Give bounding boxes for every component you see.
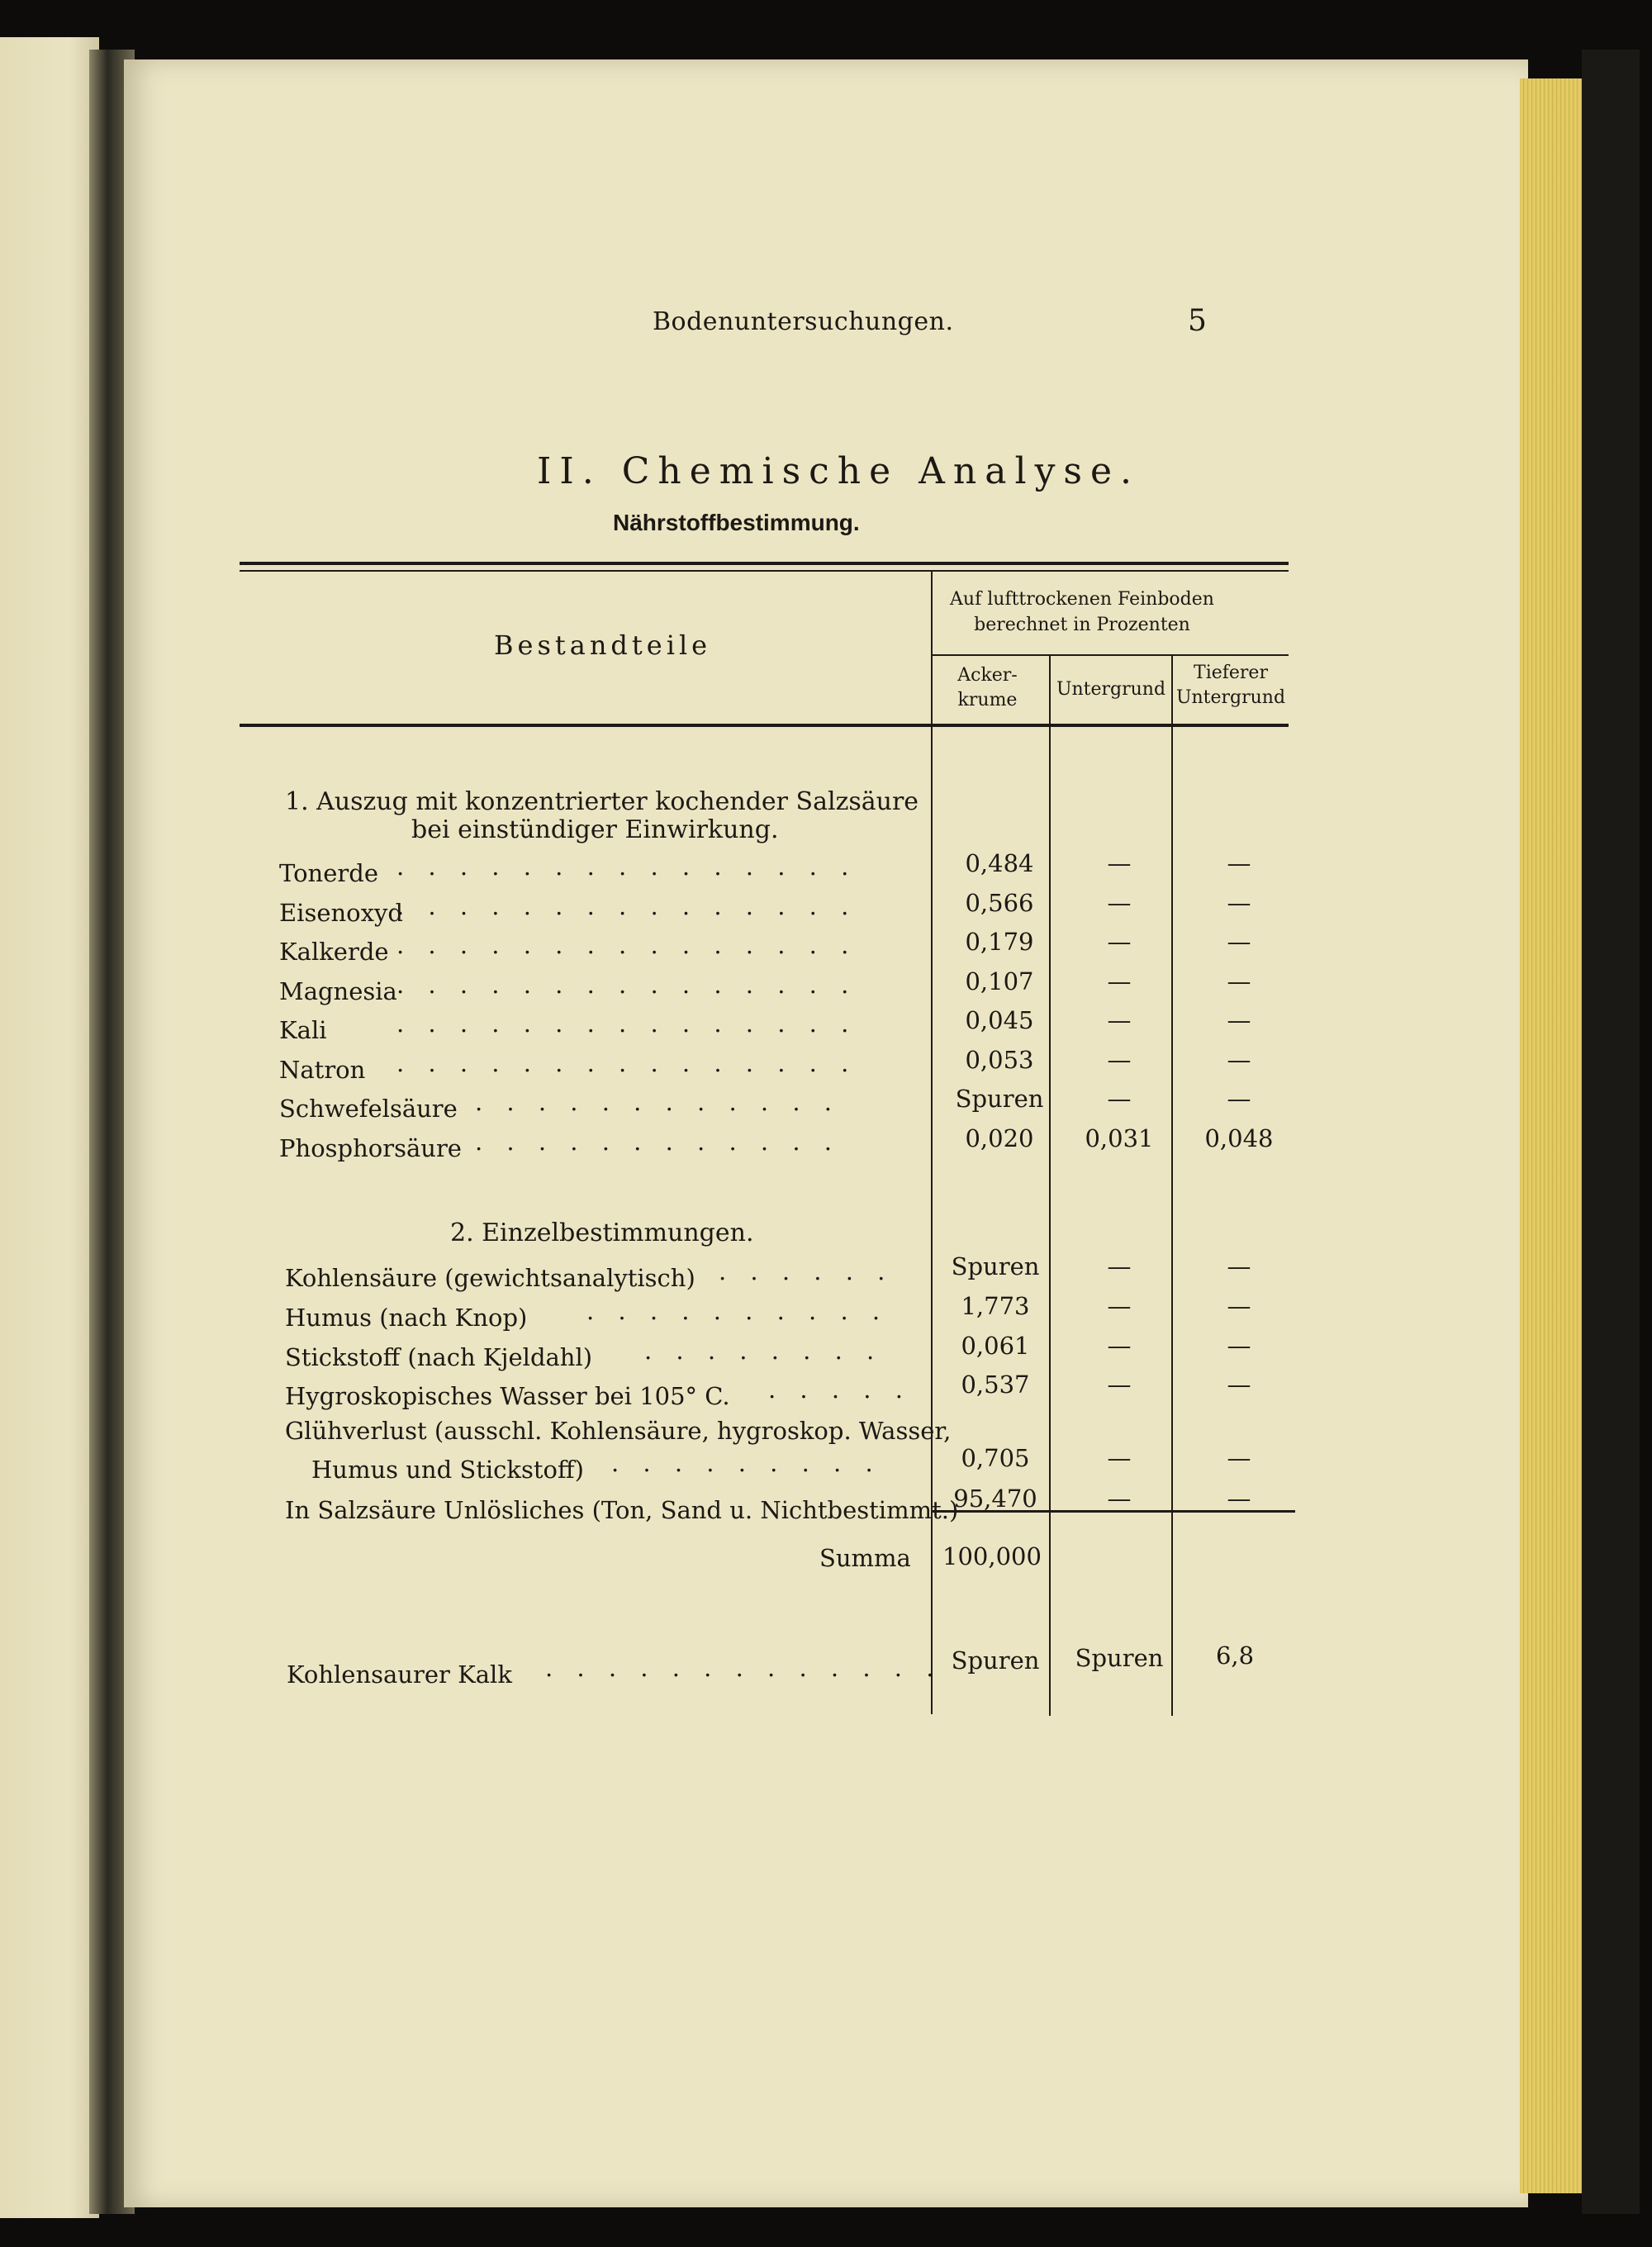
header-ackerkrume: Acker-krume (957, 665, 1018, 710)
kalk-leader-dots: . . . . . . . . . . . . . (545, 1654, 942, 1682)
table-row-value-ackerkrume: 0,020 (965, 1124, 1034, 1152)
kalk-value-untergrund: Spuren (1075, 1644, 1164, 1672)
leader-dots: . . . . . . . . . . . . (475, 1128, 841, 1156)
table-row-value-tieferer: — (1227, 1292, 1251, 1320)
table-row-name: Tonerde (279, 859, 378, 887)
table-top-rule-thin (240, 570, 1289, 572)
table-row-value-untergrund: — (1107, 1006, 1132, 1034)
table-row-name: Kali (279, 1016, 327, 1044)
kalk-value-tieferer: 6,8 (1215, 1641, 1255, 1670)
summa-value: 100,000 (942, 1542, 1042, 1570)
table-row-value-tieferer: — (1227, 967, 1251, 995)
kalk-name: Kohlensaurer Kalk (287, 1660, 512, 1689)
leader-dots: . . . . . . . . . . (586, 1297, 889, 1325)
section1-title-line2: bei einstündiger Einwirkung. (411, 815, 779, 844)
leader-dots: . . . . . . . . . . . . . . . (396, 892, 857, 920)
leader-dots: . . . . . . . . . (611, 1449, 881, 1477)
header-bottom-rule (240, 724, 1289, 727)
col-divider-3 (1171, 654, 1173, 1716)
left-page-edge (0, 37, 99, 2218)
table-row-value-untergrund: — (1107, 889, 1132, 917)
header-untergrund: Untergrund (1056, 679, 1166, 700)
table-row-value-ackerkrume: 0,537 (961, 1371, 1030, 1399)
table-row-name: In Salzsäure Unlösliches (Ton, Sand u. Nichtbestimmt.) (285, 1496, 959, 1524)
table-row-value-ackerkrume: 0,053 (965, 1046, 1034, 1074)
table-row-name: Humus (nach Knop) (285, 1304, 528, 1332)
leader-dots: . . . . . . . . . . . . . . . (396, 853, 857, 881)
kalk-value-ackerkrume: Spuren (951, 1646, 1040, 1675)
header-tieferer-untergrund: Tieferer Untergrund (1175, 663, 1286, 708)
table-row-name: Magnesia (279, 977, 397, 1005)
table-row-value-tieferer: — (1227, 1371, 1251, 1399)
section2-title: 2. Einzelbestimmungen. (450, 1219, 754, 1247)
table-row-value-tieferer: — (1227, 1046, 1251, 1074)
table-row-name: Phosphorsäure (279, 1134, 462, 1162)
table-row-value-ackerkrume: 0,179 (965, 928, 1034, 956)
leader-dots: . . . . . . . . . . . . . . . (396, 1009, 857, 1038)
table-row-value-tieferer: — (1227, 1252, 1251, 1280)
leader-dots: . . . . . . (719, 1257, 894, 1285)
table-row-value-ackerkrume: Spuren (951, 1252, 1040, 1280)
table-row-name: Kohlensäure (gewichtsanalytisch) (285, 1264, 695, 1292)
table-row-value-untergrund: — (1107, 1046, 1132, 1074)
table-row-value-untergrund: — (1107, 1371, 1132, 1399)
table-row-value-ackerkrume: 0,045 (965, 1006, 1034, 1034)
table-row-value-tieferer: 0,048 (1204, 1124, 1274, 1152)
table-row-value-ackerkrume: 95,470 (953, 1485, 1037, 1513)
book-cover (1582, 50, 1640, 2214)
group-underline (932, 654, 1289, 656)
table-row-name-line1: Glühverlust (ausschl. Kohlensäure, hygroskop. Wasser, (285, 1417, 952, 1445)
table-top-rule (240, 562, 1289, 565)
table-row-name: Stickstoff (nach Kjeldahl) (285, 1343, 593, 1371)
table-row-value-tieferer: — (1227, 1444, 1251, 1472)
table-row-name: Natron (279, 1056, 366, 1084)
table-row-value-tieferer: — (1227, 1332, 1251, 1360)
table-row-value-untergrund: — (1107, 1332, 1132, 1360)
table-row-name: Eisenoxyd (279, 899, 403, 927)
leader-dots: . . . . . . . . . . . . (475, 1088, 841, 1116)
table-row-value-tieferer: — (1227, 1085, 1251, 1113)
table-row-value-ackerkrume: 0,107 (965, 967, 1034, 995)
table-row-value-tieferer: — (1227, 1006, 1251, 1034)
leader-dots: . . . . . . . . . . . . . . . (396, 1049, 857, 1077)
table-row-value-tieferer: — (1227, 849, 1251, 877)
table-row-value-untergrund: — (1107, 1444, 1132, 1472)
table-row-value-untergrund: — (1107, 849, 1132, 877)
table-row-value-untergrund: — (1107, 967, 1132, 995)
table-row-value-ackerkrume: 0,061 (961, 1332, 1030, 1360)
leader-dots: . . . . . . . . . . . . . . . (396, 931, 857, 959)
leader-dots: . . . . . . . . . . . . . . . (396, 971, 857, 999)
header-group-label: Auf lufttrockenen Feinboden berechnet in Prozenten (950, 589, 1214, 635)
table-row-value-tieferer: — (1227, 928, 1251, 956)
leader-dots: . . . . . (768, 1375, 911, 1404)
running-head: Bodenuntersuchungen. (653, 307, 954, 336)
table-row-value-untergrund: 0,031 (1085, 1124, 1154, 1152)
table-row-name: Schwefelsäure (279, 1095, 458, 1123)
table-row-value-tieferer: — (1227, 1485, 1251, 1513)
table-row-value-tieferer: — (1227, 889, 1251, 917)
table-row-name: Humus und Stickstoff) (311, 1456, 584, 1484)
table-row-value-ackerkrume: 0,705 (961, 1444, 1030, 1472)
page-number: 5 (1188, 304, 1207, 338)
table-row-name: Kalkerde (279, 938, 389, 966)
table-row-value-ackerkrume: 0,484 (965, 849, 1034, 877)
table-row-value-ackerkrume: Spuren (955, 1085, 1044, 1113)
table-row-value-ackerkrume: 1,773 (961, 1292, 1030, 1320)
subtitle: Nährstoffbestimmung. (613, 510, 860, 535)
leader-dots: . . . . . . . . (644, 1337, 883, 1365)
section1-title-line1: 1. Auszug mit konzentrierter kochender Salzsäure (285, 787, 919, 816)
summa-label: Summa (819, 1544, 911, 1572)
gilded-page-edges (1520, 78, 1582, 2193)
table-row-value-untergrund: — (1107, 1252, 1132, 1280)
table-row-value-untergrund: — (1107, 928, 1132, 956)
table-row-value-untergrund: — (1107, 1292, 1132, 1320)
table-row-name: Hygroskopisches Wasser bei 105° C. (285, 1382, 730, 1410)
section-title: II. Chemische Analyse. (537, 450, 1141, 492)
table-row-value-untergrund: — (1107, 1085, 1132, 1113)
header-bestandteile: Bestandteile (494, 629, 712, 661)
table-row-value-ackerkrume: 0,566 (965, 889, 1034, 917)
table-row-value-untergrund: — (1107, 1485, 1132, 1513)
